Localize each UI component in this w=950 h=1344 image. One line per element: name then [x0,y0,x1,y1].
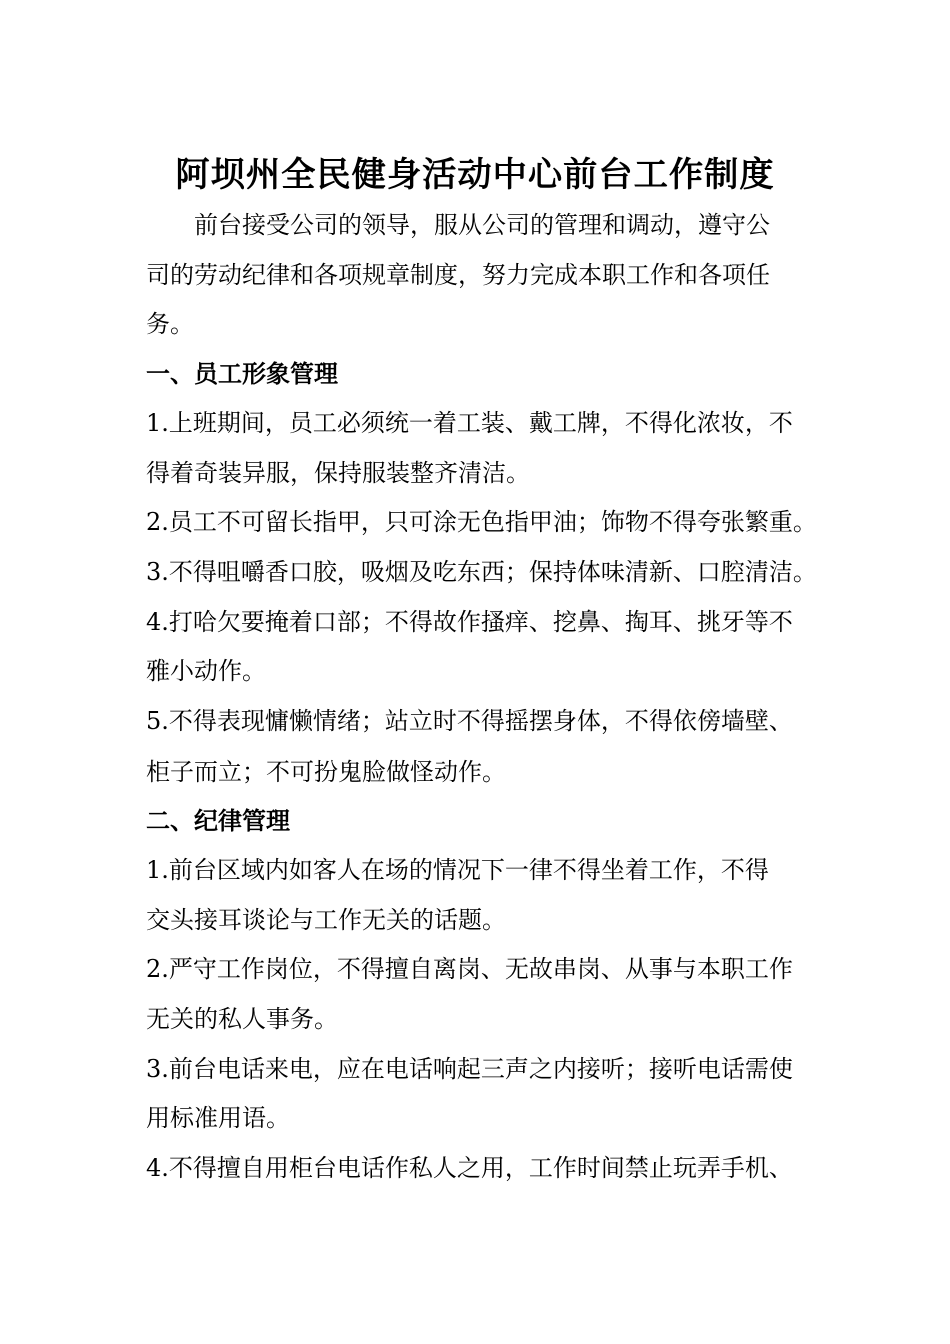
section-line: 1.前台区域内如客人在场的情况下一律不得坐着工作，不得 [146,856,769,884]
section-line: 柜子而立；不可扮鬼脸做怪动作。 [146,758,506,786]
section-line: 得着奇装异服，保持服装整齐清洁。 [146,459,530,487]
section-line: 3.不得咀嚼香口胶，吸烟及吃东西；保持体味清新、口腔清洁。 [146,558,817,586]
section-line: 2.严守工作岗位，不得擅自离岗、无故串岗、从事与本职工作 [146,955,793,983]
section-line: 4.打哈欠要掩着口部；不得故作搔痒、挖鼻、掏耳、挑牙等不 [146,608,793,636]
document-title: 阿坝州全民健身活动中心前台工作制度 [175,155,775,195]
intro-line: 务。 [146,310,194,338]
section-line: 4.不得擅自用柜台电话作私人之用，工作时间禁止玩弄手机、 [146,1154,793,1182]
section-line: 3.前台电话来电，应在电话响起三声之内接听；接听电话需使 [146,1055,793,1083]
intro-line: 司的劳动纪律和各项规章制度，努力完成本职工作和各项任 [146,261,770,289]
section-heading: 一、员工形象管理 [146,360,338,388]
section-line: 5.不得表现慵懒情绪；站立时不得摇摆身体，不得依傍墙壁、 [146,707,793,735]
section-heading: 二、纪律管理 [146,807,290,835]
section-line: 无关的私人事务。 [146,1005,338,1033]
section-line: 交头接耳谈论与工作无关的话题。 [146,906,506,934]
section-line: 1.上班期间，员工必须统一着工装、戴工牌，不得化浓妆，不 [146,409,793,437]
intro-line: 前台接受公司的领导，服从公司的管理和调动，遵守公 [194,211,770,239]
section-line: 用标准用语。 [146,1104,290,1132]
section-line: 雅小动作。 [146,657,266,685]
section-line: 2.员工不可留长指甲，只可涂无色指甲油；饰物不得夸张繁重。 [146,508,817,536]
